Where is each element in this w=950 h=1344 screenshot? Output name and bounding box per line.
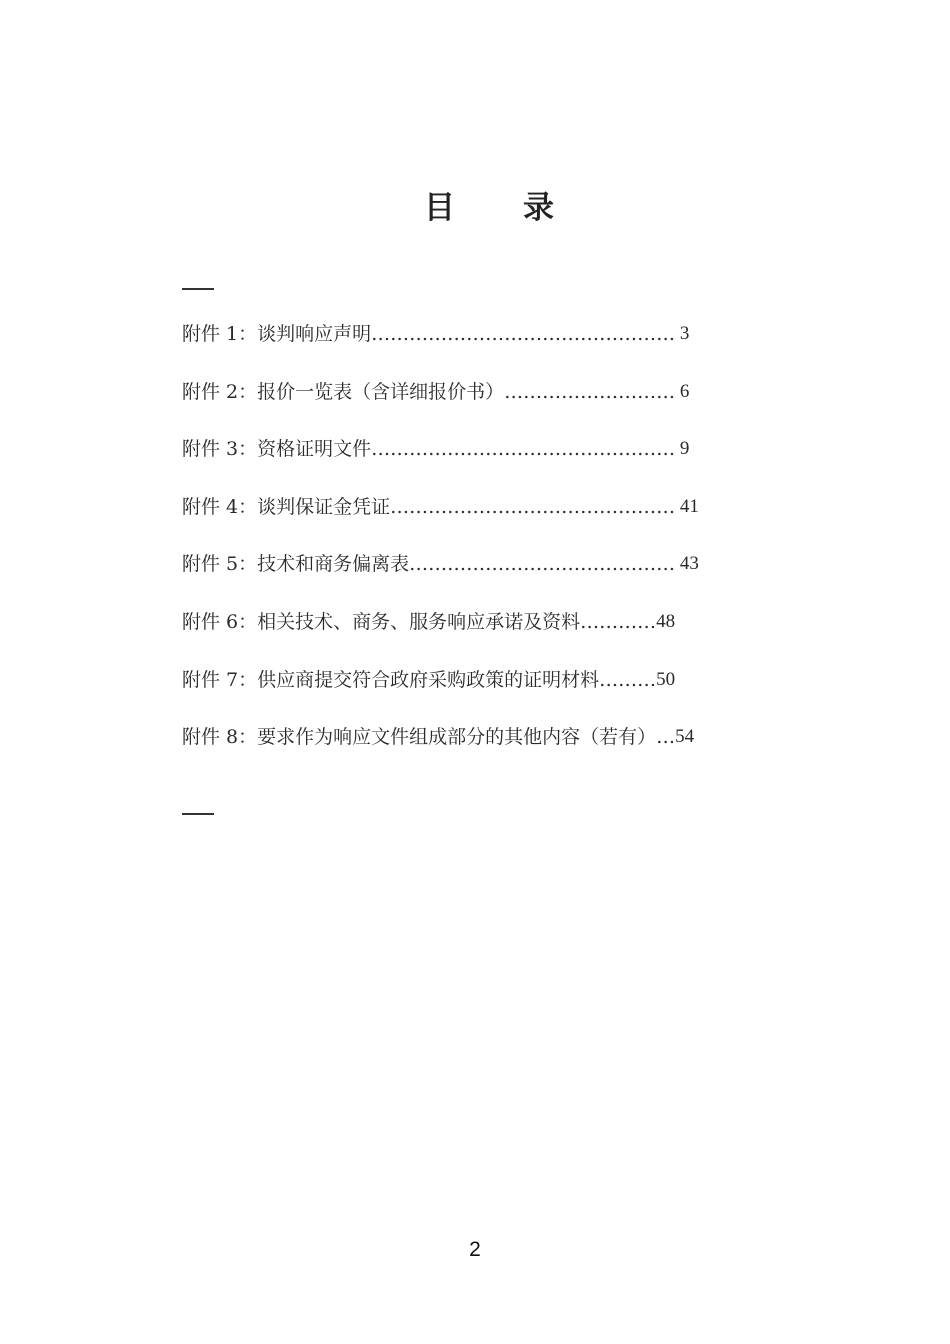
toc-entry-page: 9 xyxy=(675,438,690,460)
toc-entry-page: 54 xyxy=(675,726,695,748)
toc-entry[interactable] xyxy=(182,434,782,492)
toc-entry-page: 41 xyxy=(675,495,699,517)
toc-entry-text: 附件 7：供应商提交符合政府采购政策的证明材料……… xyxy=(182,668,657,691)
toc-entry[interactable] xyxy=(182,319,782,377)
top-divider xyxy=(182,288,214,290)
toc-entry-text: 附件 4：谈判保证金凭证……………………………………… xyxy=(182,495,676,518)
toc-entry-page: 43 xyxy=(675,553,699,575)
toc-entry-page: 3 xyxy=(675,323,690,344)
page-number: 2 xyxy=(469,1238,481,1261)
toc-entry[interactable] xyxy=(182,607,782,665)
toc-entry-text: 附件 8：要求作为响应文件组成部分的其他内容（若有）… xyxy=(182,726,676,749)
table-of-contents xyxy=(182,319,782,780)
toc-entry[interactable] xyxy=(182,549,782,607)
toc-entry-text: 附件 6：相关技术、商务、服务响应承诺及资料………… xyxy=(182,610,657,633)
toc-entry-text: 附件 2：报价一览表（含详细报价书）……………………… xyxy=(182,380,676,403)
toc-entry[interactable] xyxy=(182,377,782,435)
toc-entry[interactable] xyxy=(182,722,782,780)
toc-entry[interactable] xyxy=(182,665,782,723)
toc-entry-text: 附件 5：技术和商务偏离表…………………………………… xyxy=(182,553,676,576)
toc-entry-text: 附件 3：资格证明文件………………………………………… xyxy=(182,438,676,461)
toc-entry-text: 附件 1：谈判响应声明………………………………………… xyxy=(182,323,676,345)
toc-entry-page: 48 xyxy=(656,610,676,632)
bottom-divider xyxy=(182,813,214,815)
toc-entry-page: 50 xyxy=(656,668,676,690)
page-title: 目 录 xyxy=(424,190,556,226)
toc-entry[interactable] xyxy=(182,492,782,550)
toc-entry-page: 6 xyxy=(675,380,690,402)
